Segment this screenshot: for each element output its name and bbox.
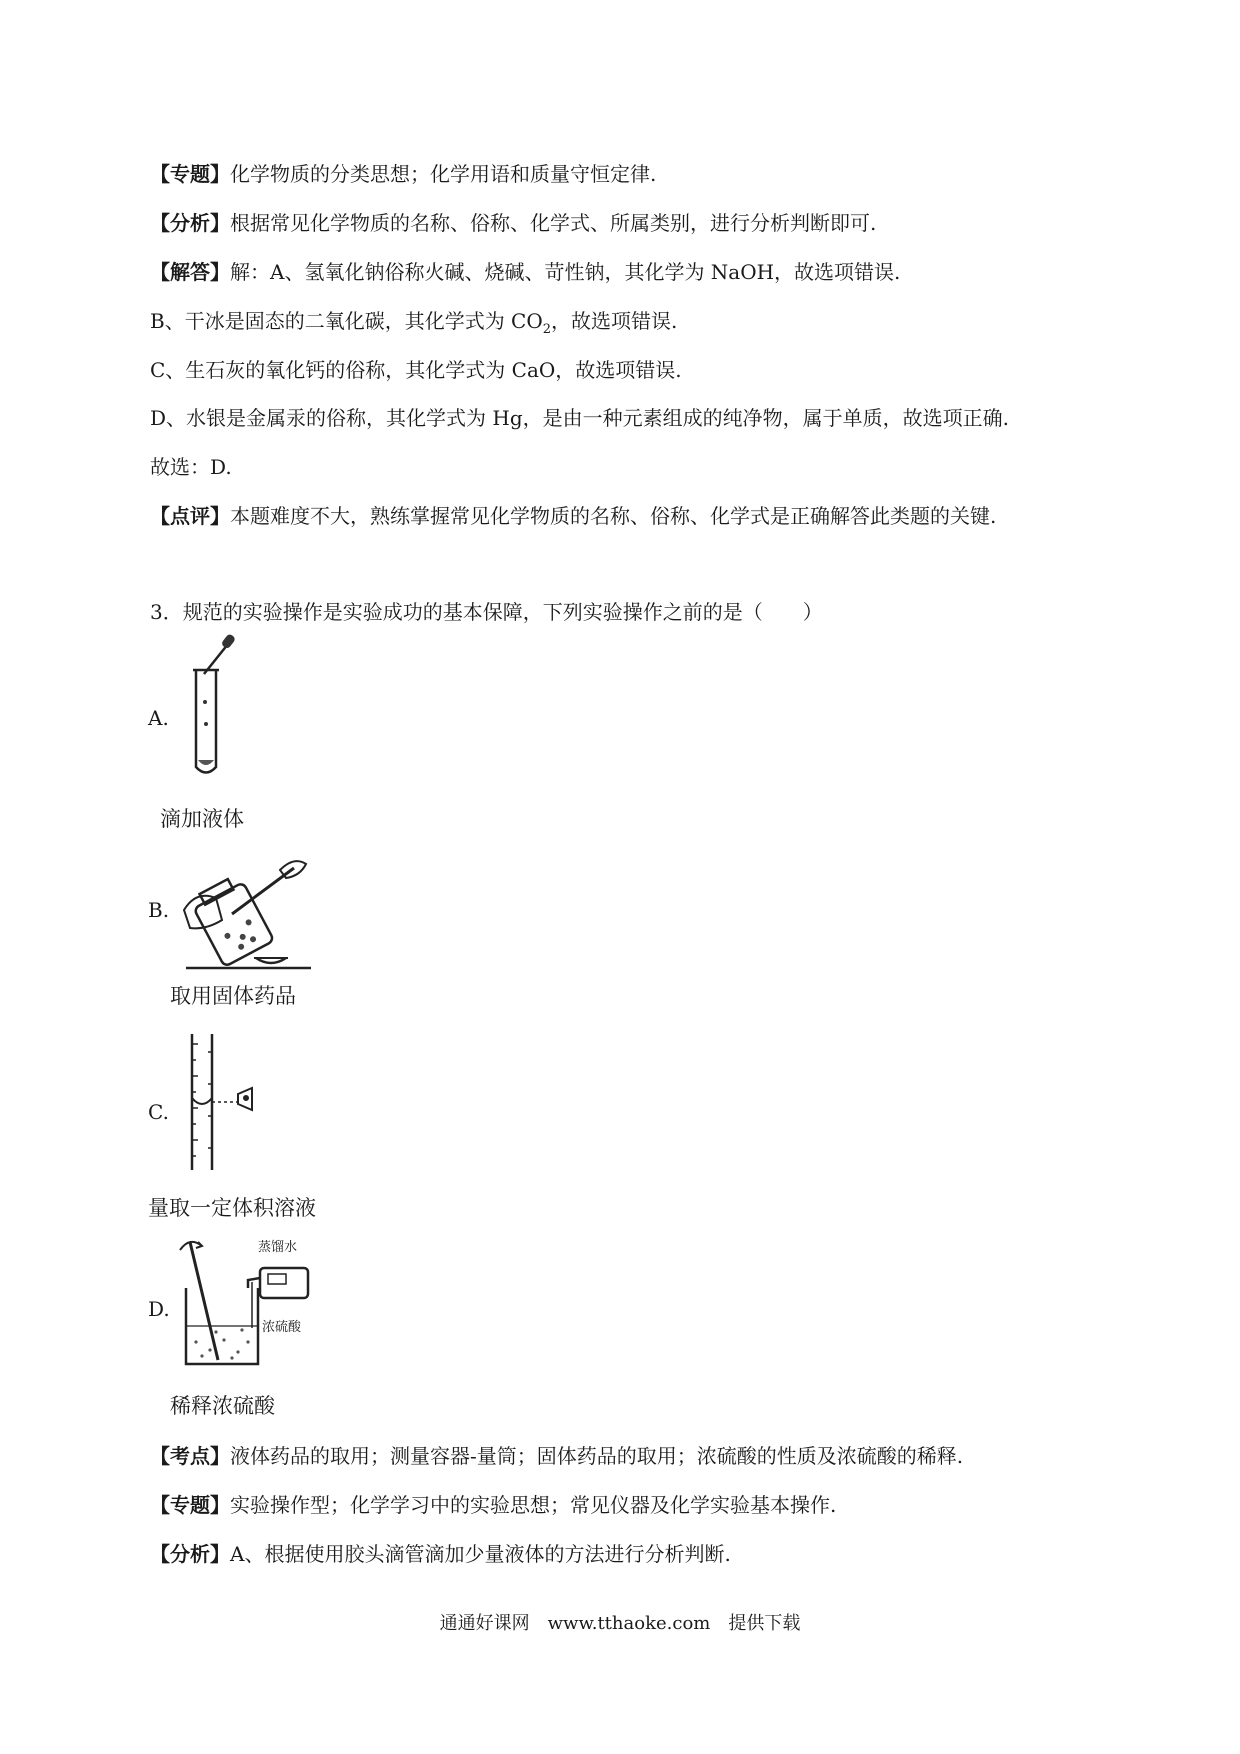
dianping-line xyxy=(150,502,996,530)
option-a-caption: 滴加液体 xyxy=(160,807,244,831)
answer-line-d: D、水银是金属汞的俗称，其化学式为 Hg，是由一种元素组成的纯净物，属于单质，故选项正确. xyxy=(150,406,1009,430)
fenxi-line xyxy=(150,209,876,237)
q3-fenxi-line xyxy=(150,1540,731,1568)
q3-fenxi-label: 【分析】 xyxy=(150,1542,230,1566)
answer-line-c: C、生石灰的氧化钙的俗称，其化学式为 CaO，故选项错误. xyxy=(150,358,682,382)
kaodian-text: 液体药品的取用；测量容器-量筒；固体药品的取用；浓硫酸的性质及浓硫酸的稀释. xyxy=(230,1444,964,1468)
jar-spatula-icon xyxy=(176,850,316,975)
option-a-label: A. xyxy=(148,706,169,730)
kaodian-label: 【考点】 xyxy=(150,1444,230,1468)
zhuanti-line xyxy=(150,160,656,188)
jieda-text: 解：A、氢氧化钠俗称火碱、烧碱、苛性钠，其化学为 NaOH，故选项错误. xyxy=(230,260,901,284)
answer-line-b-prefix: B、干冰是固态的二氧化碳，其化学式为 CO xyxy=(150,309,543,333)
graduated-cylinder-icon xyxy=(186,1030,266,1175)
q3-zhuanti-text: 实验操作型；化学学习中的实验思想；常见仪器及化学实验基本操作. xyxy=(230,1493,837,1517)
acid-label: 浓硫酸 xyxy=(262,1320,302,1335)
option-b-caption-text: 取用固体药品 xyxy=(170,984,296,1008)
dianping-text: 本题难度不大，熟练掌握常见化学物质的名称、俗称、化学式是正确解答此类题的关键. xyxy=(230,504,997,528)
option-d-caption: 稀释浓硫酸 xyxy=(170,1394,275,1418)
answer-line-b-subscript: 2 xyxy=(542,322,552,337)
option-c-caption: 量取一定体积溶液 xyxy=(148,1196,316,1220)
fenxi-label: 【分析】 xyxy=(150,211,230,235)
answer-choice: 故选：D. xyxy=(150,455,232,479)
option-c-label: C. xyxy=(148,1100,169,1124)
q3-zhuanti-line xyxy=(150,1491,836,1519)
beaker-dilution-icon xyxy=(176,1232,316,1372)
kaodian-line xyxy=(150,1442,963,1470)
answer-line-b-suffix: ，故选项错误. xyxy=(551,309,678,333)
water-label: 蒸馏水 xyxy=(258,1240,298,1255)
jieda-label: 【解答】 xyxy=(150,260,230,284)
page-footer: 通通好课网 www.tthaoke.com 提供下载 xyxy=(439,1613,801,1634)
answer-line-b xyxy=(150,307,677,335)
jieda-line xyxy=(150,258,900,286)
fenxi-text: 根据常见化学物质的名称、俗称、化学式、所属类别，进行分析判断即可. xyxy=(230,211,877,235)
zhuanti-label: 【专题】 xyxy=(150,162,230,186)
option-b-label: B. xyxy=(148,898,170,922)
question3-stem: 3．规范的实验操作是实验成功的基本保障，下列实验操作之前的是（ ） xyxy=(150,600,823,624)
zhuanti-text: 化学物质的分类思想；化学用语和质量守恒定律. xyxy=(230,162,657,186)
option-d-label: D. xyxy=(148,1297,170,1321)
q3-fenxi-text: A、根据使用胶头滴管滴加少量液体的方法进行分析判断. xyxy=(230,1542,731,1566)
dianping-label: 【点评】 xyxy=(150,504,230,528)
q3-zhuanti-label: 【专题】 xyxy=(150,1493,230,1517)
test-tube-dropper-icon xyxy=(176,632,276,782)
